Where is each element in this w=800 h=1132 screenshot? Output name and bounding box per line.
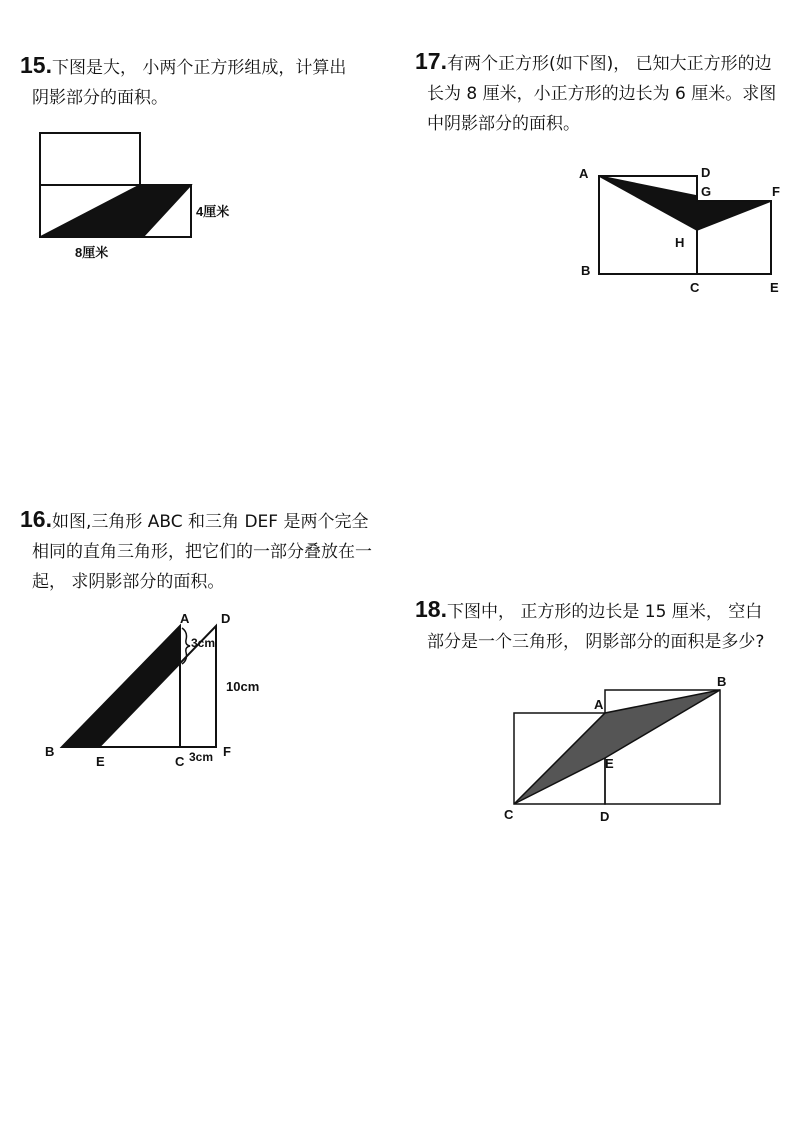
problem-18-number: 18. bbox=[415, 596, 447, 622]
side-big-label: 8厘米 bbox=[75, 245, 109, 260]
point-a-label: A bbox=[594, 697, 604, 712]
problem-15-number: 15. bbox=[20, 52, 52, 78]
problem-16-number: 16. bbox=[20, 506, 52, 532]
point-f-label: F bbox=[223, 744, 231, 759]
point-f-label: F bbox=[772, 184, 780, 199]
point-a-label: A bbox=[579, 166, 589, 181]
gap-top-label: 3cm bbox=[191, 636, 216, 650]
point-b-label: B bbox=[45, 744, 55, 759]
height-label: 10cm bbox=[226, 679, 260, 694]
point-c-label: C bbox=[504, 807, 514, 822]
problem-17-number: 17. bbox=[415, 48, 447, 74]
point-h-label: H bbox=[675, 235, 685, 250]
problem-16-line-2: 相同的直角三角形，把它们的一部分叠放在一 bbox=[32, 542, 372, 562]
point-d-label: D bbox=[221, 611, 231, 626]
problem-16-line-1: 如图,三角形 ABC 和三角 DEF 是两个完全 bbox=[51, 512, 369, 532]
point-c-label: C bbox=[175, 754, 185, 769]
point-d-label: D bbox=[600, 809, 610, 824]
point-g-label: G bbox=[701, 184, 712, 199]
problem-18-line-1: 下图中， 正方形的边长是 15 厘米， 空白 bbox=[446, 602, 763, 622]
shaded-region bbox=[514, 690, 720, 804]
problem-17-line-3: 中阴影部分的面积。 bbox=[427, 114, 580, 134]
point-c-label: C bbox=[690, 280, 700, 295]
point-d-label: D bbox=[701, 165, 711, 180]
point-b-label: B bbox=[581, 263, 591, 278]
side-small-label: 4厘米 bbox=[196, 204, 230, 219]
point-e-label: E bbox=[770, 280, 779, 295]
point-a-label: A bbox=[180, 611, 190, 626]
point-e-label: E bbox=[605, 756, 614, 771]
problem-15-line-1: 下图是大， 小两个正方形组成，计算出 bbox=[51, 58, 347, 78]
problem-16-line-3: 起， 求阴影部分的面积。 bbox=[32, 572, 225, 592]
point-e-label: E bbox=[96, 754, 105, 769]
problem-17-line-2: 长为 8 厘米，小正方形的边长为 6 厘米。求图 bbox=[427, 84, 777, 104]
problem-18-line-2: 部分是一个三角形， 阴影部分的面积是多少? bbox=[427, 632, 765, 652]
problem-17-line-1: 有两个正方形(如下图)， 已知大正方形的边 bbox=[446, 54, 772, 74]
point-b-label: B bbox=[717, 674, 727, 689]
problem-15-line-2: 阴影部分的面积。 bbox=[32, 88, 168, 108]
gap-bottom-label: 3cm bbox=[189, 750, 214, 764]
